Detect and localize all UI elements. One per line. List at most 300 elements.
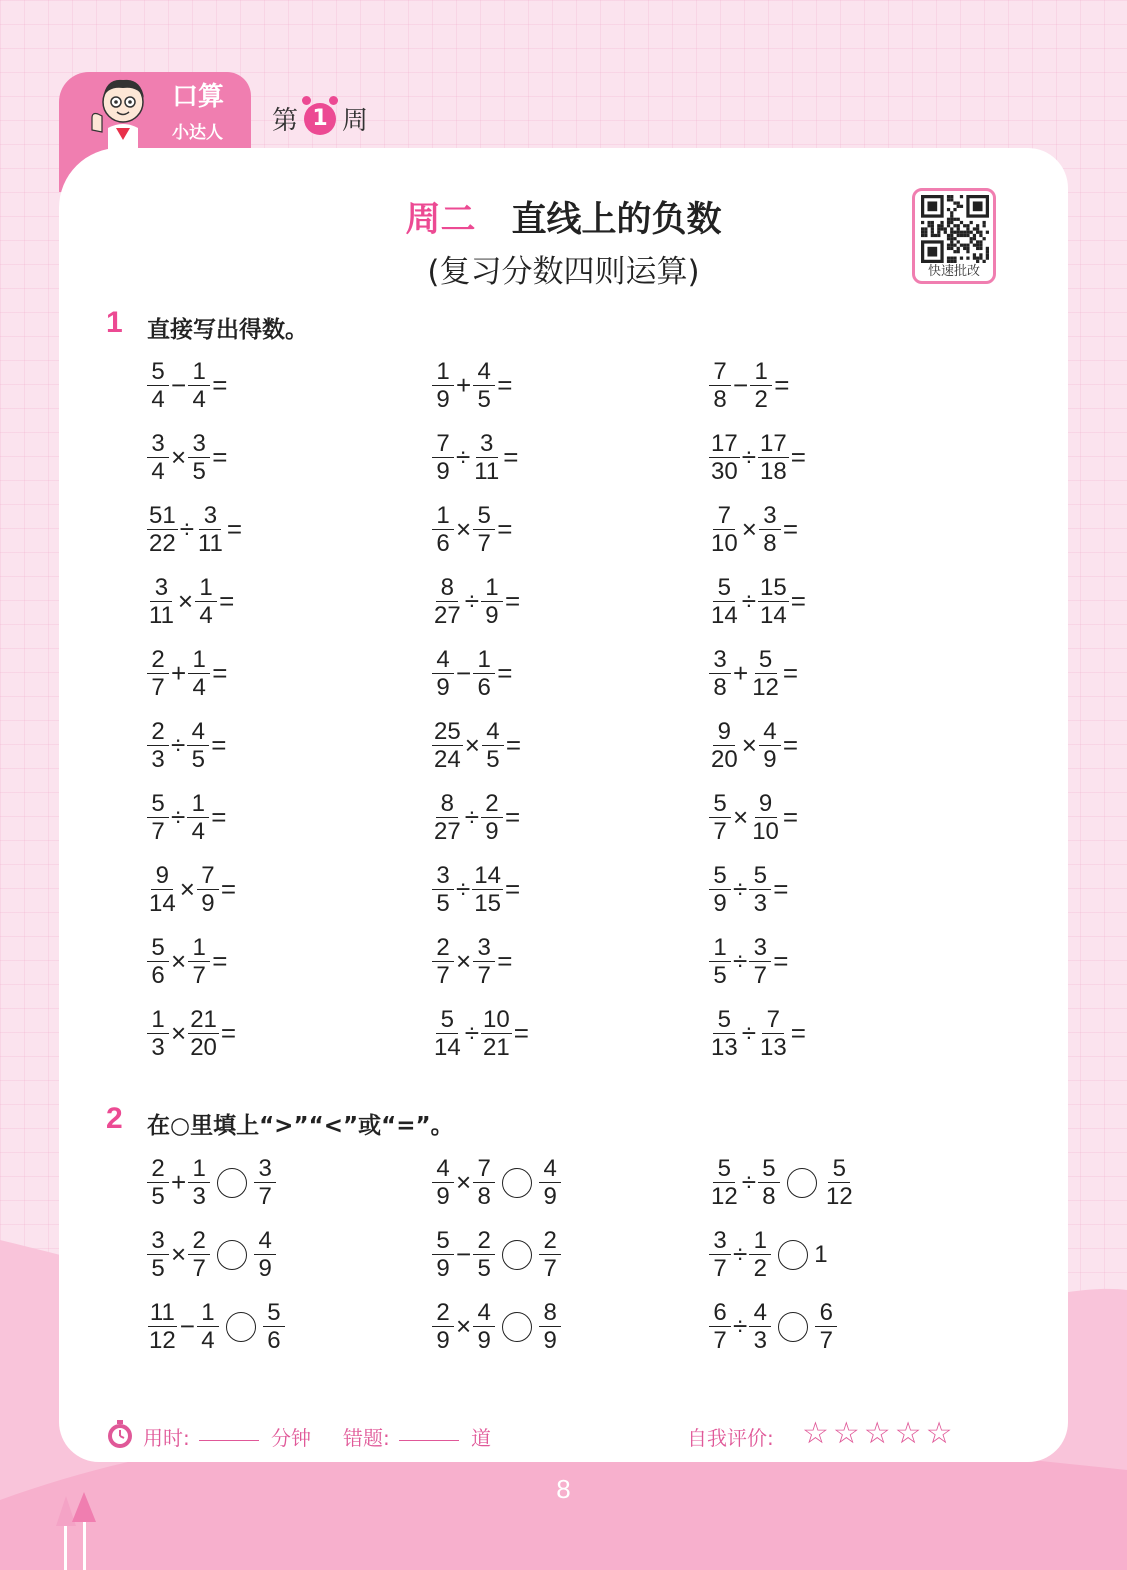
comparison-problem — [146, 1227, 277, 1282]
fraction — [472, 646, 496, 701]
numerator: 2 — [147, 718, 169, 746]
fraction — [431, 574, 464, 629]
denominator: 5 — [713, 962, 727, 989]
operator: × — [171, 1018, 187, 1048]
operator: × — [171, 946, 187, 976]
numerator: 7 — [432, 430, 454, 458]
numerator: 8 — [539, 1299, 561, 1327]
operator: − — [733, 370, 749, 400]
fraction — [708, 1155, 741, 1210]
numerator: 4 — [749, 1299, 771, 1327]
numerator: 3 — [709, 1227, 731, 1255]
fraction — [757, 1155, 781, 1210]
denominator: 3 — [753, 890, 767, 917]
denominator: 6 — [477, 674, 491, 701]
denominator: 5 — [477, 386, 491, 413]
operator: × — [733, 802, 749, 832]
problem — [708, 790, 798, 845]
qr-label: 快速批改 — [927, 264, 980, 279]
fraction — [431, 1299, 455, 1354]
fraction — [146, 718, 170, 773]
section-1-number: 1 — [106, 306, 123, 339]
fraction — [480, 790, 504, 845]
problem — [146, 934, 227, 989]
equals-sign: = — [226, 514, 243, 544]
fraction — [196, 862, 220, 917]
denominator: 13 — [711, 1034, 738, 1061]
operator: − — [456, 1239, 472, 1269]
fraction — [708, 502, 741, 557]
numerator: 1 — [481, 574, 503, 602]
denominator: 14 — [711, 602, 738, 629]
denominator: 8 — [763, 530, 777, 557]
fraction — [431, 1227, 455, 1282]
fraction — [186, 790, 210, 845]
fraction — [431, 1155, 455, 1210]
fraction — [758, 502, 782, 557]
equals-sign: = — [504, 586, 521, 616]
operator: × — [177, 586, 194, 616]
comparison-circle[interactable] — [217, 1168, 247, 1198]
fraction — [146, 358, 170, 413]
numerator: 4 — [432, 1155, 454, 1183]
denominator: 21 — [482, 1034, 510, 1061]
numerator: 6 — [815, 1299, 837, 1327]
denominator: 4 — [201, 1327, 215, 1354]
qr-code-icon — [921, 195, 989, 263]
denominator: 5 — [486, 746, 500, 773]
denominator: 4 — [192, 386, 206, 413]
numerator: 3 — [254, 1155, 276, 1183]
numerator: 9 — [151, 862, 173, 890]
numerator: 4 — [539, 1155, 561, 1183]
numerator: 3 — [147, 430, 169, 458]
denominator: 7 — [436, 962, 450, 989]
self-eval-label: 自我评价: — [687, 1426, 774, 1450]
numerator: 1 — [188, 646, 210, 674]
comparison-problem — [146, 1299, 286, 1354]
problem — [431, 646, 512, 701]
numerator: 2 — [473, 1227, 495, 1255]
problem — [146, 1006, 236, 1061]
numerator: 1 — [188, 1155, 210, 1183]
equals-sign: = — [212, 946, 228, 976]
operator: ÷ — [741, 442, 756, 472]
denominator: 24 — [434, 746, 461, 773]
comparison-circle[interactable] — [502, 1168, 532, 1198]
denominator: 5 — [477, 1255, 491, 1282]
fraction — [748, 1299, 772, 1354]
numerator: 1 — [188, 934, 210, 962]
numerator: 8 — [436, 574, 458, 602]
denominator: 10 — [711, 530, 738, 557]
numerator: 4 — [254, 1227, 276, 1255]
numerator: 5 — [713, 1155, 735, 1183]
denominator: 14 — [149, 890, 176, 917]
fraction — [472, 1155, 496, 1210]
numerator: 1 — [709, 934, 731, 962]
numerator: 4 — [473, 358, 495, 386]
problem — [708, 862, 788, 917]
denominator: 9 — [436, 386, 450, 413]
problem — [431, 430, 518, 485]
denominator: 14 — [434, 1034, 461, 1061]
fraction — [187, 646, 211, 701]
problem — [146, 646, 227, 701]
whole-number: 1 — [814, 1240, 828, 1268]
denominator: 10 — [752, 818, 779, 845]
equals-sign: = — [503, 442, 519, 472]
problem — [708, 646, 798, 701]
equals-sign: = — [790, 1018, 806, 1048]
week-suffix: 周 — [342, 106, 369, 136]
operator: ÷ — [171, 730, 186, 760]
fraction — [708, 790, 732, 845]
brand-title: 口算 — [172, 82, 225, 112]
equals-sign: = — [220, 1018, 237, 1048]
denominator: 9 — [543, 1183, 557, 1210]
numerator: 10 — [482, 1006, 510, 1033]
comparison-circle[interactable] — [502, 1240, 532, 1270]
footer — [105, 1418, 965, 1454]
numerator: 3 — [749, 934, 771, 962]
numerator: 2 — [147, 1155, 169, 1183]
denominator: 12 — [825, 1183, 853, 1210]
denominator: 5 — [192, 458, 206, 485]
numerator: 2 — [539, 1227, 561, 1255]
numerator: 4 — [187, 718, 209, 746]
fraction — [431, 430, 455, 485]
problem — [708, 502, 798, 557]
fraction — [262, 1299, 286, 1354]
operator: × — [741, 730, 757, 760]
fraction — [538, 1299, 562, 1354]
denominator: 2 — [754, 386, 768, 413]
qr-code[interactable] — [912, 188, 996, 284]
denominator: 7 — [192, 962, 206, 989]
numerator: 5 — [749, 862, 771, 890]
denominator: 4 — [151, 458, 165, 485]
numerator: 6 — [709, 1299, 731, 1327]
comparison-problem — [146, 1155, 277, 1210]
denominator: 4 — [151, 386, 165, 413]
numerator: 7 — [197, 862, 219, 890]
denominator: 27 — [434, 818, 461, 845]
fraction — [471, 430, 502, 485]
numerator: 4 — [759, 718, 781, 746]
fraction — [186, 718, 210, 773]
operator: − — [171, 370, 187, 400]
problem — [431, 718, 521, 773]
numerator: 15 — [759, 574, 787, 601]
fraction — [708, 430, 741, 485]
numerator: 2 — [432, 1299, 454, 1327]
denominator: 9 — [763, 746, 777, 773]
operator: × — [456, 514, 472, 544]
operator: ÷ — [733, 1239, 748, 1269]
equals-sign: = — [212, 370, 228, 400]
comparison-circle[interactable] — [226, 1312, 256, 1342]
fraction — [538, 1227, 562, 1282]
fraction — [708, 1227, 732, 1282]
numerator: 5 — [713, 574, 735, 602]
numerator: 1 — [749, 1227, 771, 1255]
denominator: 5 — [436, 890, 450, 917]
problem — [431, 1006, 529, 1061]
numerator: 1 — [473, 646, 495, 674]
denominator: 30 — [711, 458, 738, 485]
title-topic: 直线上的负数 — [511, 200, 722, 240]
comparison-problem — [431, 1155, 562, 1210]
fraction — [431, 1006, 464, 1061]
numerator: 4 — [432, 646, 454, 674]
fraction — [196, 1299, 220, 1354]
operator: ÷ — [464, 802, 479, 832]
numerator: 5 — [436, 1006, 458, 1034]
denominator: 9 — [436, 1183, 450, 1210]
fraction — [538, 1155, 562, 1210]
problem — [146, 358, 227, 413]
operator: ÷ — [456, 442, 471, 472]
numerator: 25 — [434, 718, 461, 745]
problem — [708, 934, 788, 989]
fraction — [472, 358, 496, 413]
fraction — [146, 1155, 170, 1210]
fraction — [195, 502, 226, 557]
equals-sign: = — [504, 874, 521, 904]
fraction — [708, 934, 732, 989]
denominator: 7 — [713, 1255, 727, 1282]
denominator: 12 — [149, 1327, 176, 1354]
equals-sign: = — [220, 874, 237, 904]
numerator: 3 — [150, 574, 172, 602]
rating-stars[interactable]: ☆☆☆☆☆ — [802, 1416, 957, 1451]
fraction — [187, 1155, 211, 1210]
equals-sign: = — [790, 586, 806, 616]
fraction — [146, 430, 170, 485]
problem — [146, 790, 226, 845]
denominator: 7 — [151, 674, 165, 701]
equals-sign: = — [773, 946, 789, 976]
denominator: 9 — [713, 890, 727, 917]
denominator: 7 — [192, 1255, 206, 1282]
numerator: 5 — [709, 790, 731, 818]
numerator: 14 — [474, 862, 501, 889]
numerator: 2 — [481, 790, 503, 818]
time-label: 用时: — [143, 1426, 190, 1450]
numerator: 2 — [432, 934, 454, 962]
denominator: 7 — [151, 818, 165, 845]
fraction — [814, 1299, 838, 1354]
equals-sign: = — [790, 442, 806, 472]
comparison-circle[interactable] — [217, 1240, 247, 1270]
comparison-problem — [708, 1227, 828, 1282]
denominator: 7 — [258, 1183, 272, 1210]
time-blank[interactable] — [199, 1422, 259, 1441]
fraction — [431, 646, 455, 701]
equals-sign: = — [774, 370, 790, 400]
numerator: 3 — [199, 502, 221, 530]
fraction — [431, 862, 455, 917]
errors-blank[interactable] — [399, 1422, 459, 1441]
denominator: 4 — [192, 674, 206, 701]
numerator: 5 — [755, 646, 777, 674]
equals-sign: = — [773, 874, 789, 904]
comparison-problem — [431, 1299, 562, 1354]
equals-sign: = — [219, 586, 235, 616]
operator: ÷ — [741, 1018, 756, 1048]
equals-sign: = — [212, 442, 228, 472]
denominator: 5 — [151, 1183, 165, 1210]
fraction — [748, 862, 772, 917]
week-label — [272, 100, 368, 137]
fraction — [253, 1227, 277, 1282]
problem — [431, 862, 520, 917]
operator: ÷ — [741, 1167, 756, 1197]
numerator: 8 — [436, 790, 458, 818]
denominator: 8 — [713, 386, 727, 413]
section-2-instruction: 在○里填上“>”“<”或“=”。 — [147, 1113, 454, 1139]
comparison-problem — [431, 1227, 562, 1282]
denominator: 4 — [199, 602, 213, 629]
fraction — [708, 862, 732, 917]
errors-label: 错题: — [343, 1426, 390, 1450]
numerator: 5 — [147, 358, 169, 386]
numerator: 2 — [147, 646, 169, 674]
denominator: 9 — [201, 890, 215, 917]
denominator: 22 — [149, 530, 176, 557]
denominator: 18 — [759, 458, 787, 485]
equals-sign: = — [782, 514, 799, 544]
operator: + — [171, 658, 187, 688]
numerator: 5 — [828, 1155, 850, 1183]
numerator: 5 — [713, 1006, 735, 1034]
fraction — [472, 1227, 496, 1282]
time-unit: 分钟 — [271, 1426, 311, 1450]
fraction — [749, 646, 782, 701]
numerator: 4 — [482, 718, 504, 746]
denominator: 3 — [151, 1034, 165, 1061]
equals-sign: = — [497, 946, 513, 976]
denominator: 4 — [191, 818, 205, 845]
denominator: 5 — [191, 746, 205, 773]
operator: ÷ — [464, 1018, 479, 1048]
operator: + — [456, 370, 472, 400]
fraction — [708, 718, 741, 773]
numerator: 3 — [188, 430, 210, 458]
fraction — [480, 1006, 513, 1061]
denominator: 6 — [267, 1327, 281, 1354]
fraction — [431, 790, 464, 845]
fraction — [431, 718, 464, 773]
denominator: 3 — [151, 746, 165, 773]
numerator: 5 — [147, 790, 169, 818]
comparison-circle[interactable] — [502, 1312, 532, 1342]
equals-sign: = — [497, 514, 513, 544]
problem — [431, 358, 512, 413]
numerator: 17 — [711, 430, 738, 457]
denominator: 12 — [711, 1183, 738, 1210]
fraction — [146, 1227, 170, 1282]
numerator: 4 — [473, 1299, 495, 1327]
numerator: 51 — [149, 502, 176, 529]
operator: × — [456, 1311, 472, 1341]
equals-sign: = — [497, 658, 513, 688]
operator: ÷ — [733, 946, 748, 976]
fraction — [146, 862, 179, 917]
denominator: 20 — [190, 1034, 217, 1061]
fraction — [708, 574, 741, 629]
denominator: 3 — [192, 1183, 206, 1210]
denominator: 9 — [436, 1327, 450, 1354]
stopwatch-icon — [105, 1418, 135, 1450]
problem — [431, 790, 520, 845]
comparison-circle[interactable] — [778, 1240, 808, 1270]
comparison-circle[interactable] — [787, 1168, 817, 1198]
denominator: 9 — [436, 1255, 450, 1282]
operator: ÷ — [464, 586, 479, 616]
section-1-instruction: 直接写出得数。 — [147, 317, 308, 343]
denominator: 13 — [759, 1034, 787, 1061]
numerator: 9 — [713, 718, 735, 746]
operator: × — [179, 874, 195, 904]
brand-subtitle: 小达人 — [172, 123, 223, 143]
fraction — [472, 1299, 496, 1354]
fraction — [431, 358, 455, 413]
fraction — [757, 430, 790, 485]
fraction — [187, 1227, 211, 1282]
denominator: 14 — [759, 602, 787, 629]
fraction — [431, 502, 455, 557]
fraction — [749, 358, 773, 413]
fraction — [472, 934, 496, 989]
numerator: 1 — [432, 502, 454, 530]
equals-sign: = — [505, 730, 522, 760]
operator: × — [456, 946, 472, 976]
equals-sign: = — [504, 802, 521, 832]
problem — [708, 718, 798, 773]
fraction — [472, 502, 496, 557]
numerator: 3 — [476, 430, 498, 458]
page-number: 8 — [556, 1474, 571, 1504]
operator: + — [733, 658, 749, 688]
denominator: 7 — [477, 962, 491, 989]
numerator: 1 — [197, 1299, 219, 1327]
comparison-problem — [708, 1155, 856, 1210]
fraction — [748, 1227, 772, 1282]
denominator: 12 — [752, 674, 779, 701]
title-day: 周二 — [405, 200, 476, 240]
comparison-circle[interactable] — [778, 1312, 808, 1342]
numerator: 3 — [473, 934, 495, 962]
numerator: 5 — [709, 862, 731, 890]
denominator: 7 — [713, 818, 727, 845]
numerator: 7 — [713, 502, 735, 530]
fraction — [757, 1006, 790, 1061]
fraction — [708, 1299, 732, 1354]
fraction — [146, 1299, 179, 1354]
problem — [146, 430, 227, 485]
numerator: 5 — [147, 934, 169, 962]
numerator: 1 — [432, 358, 454, 386]
operator: × — [171, 442, 187, 472]
fraction — [146, 574, 177, 629]
equals-sign: = — [782, 802, 799, 832]
problem — [146, 718, 226, 773]
operator: − — [179, 1311, 195, 1341]
denominator: 7 — [713, 1327, 727, 1354]
denominator: 7 — [753, 962, 767, 989]
